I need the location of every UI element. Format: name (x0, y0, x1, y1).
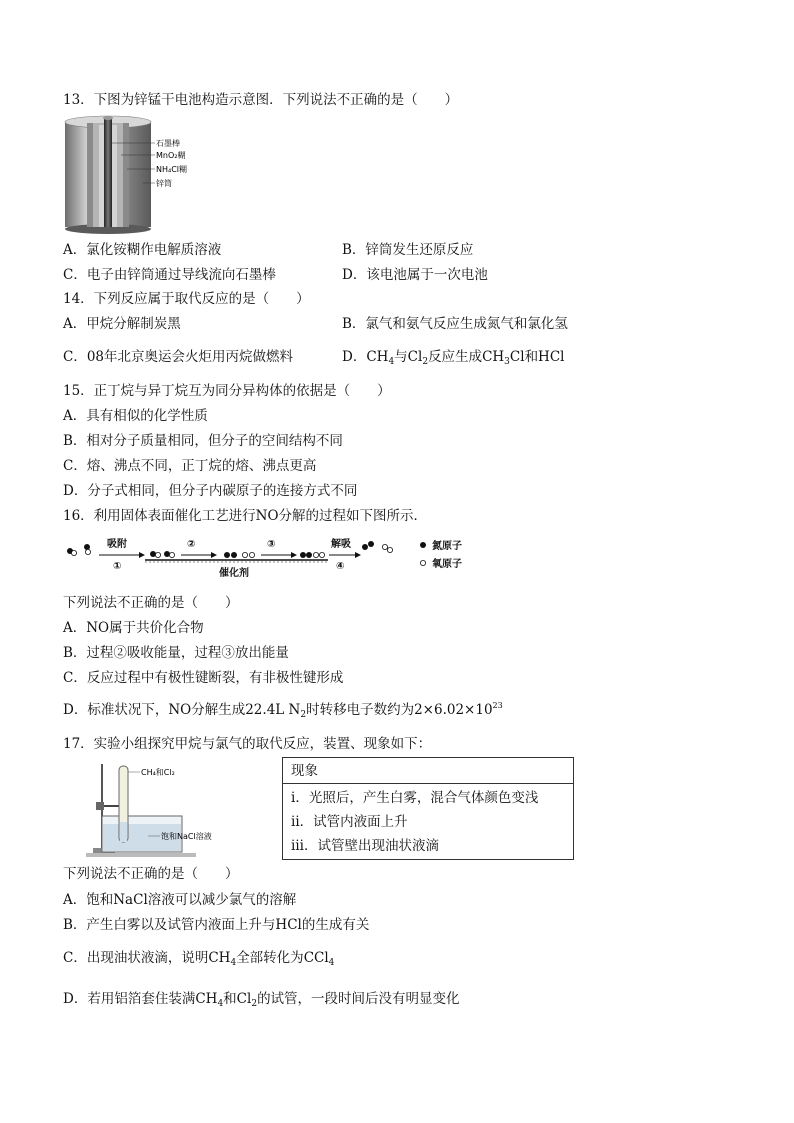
q16-option-c: C．反应过程中有极性键断裂，有非极性键形成 (63, 670, 344, 686)
methane-chlorination-apparatus-figure (84, 762, 214, 858)
q17-option-c: C．出现油状液滴，说明$CH_4$全部转化为CCl$_4$ (63, 950, 335, 968)
legend-nitrogen: 氮原子 (432, 541, 462, 552)
q14-stem: 14．下列反应属于取代反应的是（ ） (63, 291, 310, 307)
label-mno2-paste: MnO₂糊 (156, 151, 186, 160)
q15-option-b: B．相对分子质量相同，但分子的空间结构不同 (63, 433, 343, 449)
legend-oxygen: 氧原子 (432, 559, 462, 570)
q16-ask: 下列说法不正确的是（ ） (63, 595, 239, 611)
phenomena-table (282, 757, 574, 860)
q14-option-d: D．$CH_4$与$Cl_2$反应生成$CH_3Cl$和HCl (342, 349, 565, 367)
label-graphite-rod: 石墨棒 (156, 139, 180, 148)
zinc-manganese-battery-figure (63, 113, 203, 235)
phenomena-row-1: ⅰ．光照后，产生白雾，混合气体颜色变浅 (291, 790, 539, 806)
label-saturated-nacl: 饱和NaCl溶液 (161, 832, 212, 841)
q14-option-c: C．08年北京奥运会火炬用丙烷做燃料 (63, 349, 294, 365)
q15-option-a: A．具有相似的化学性质 (63, 408, 208, 424)
no-decomposition-figure (63, 533, 483, 581)
q17-option-d: D．若用铝箔套住装满$CH_4$和$Cl_2$的试管，一段时间后没有明显变化 (63, 991, 460, 1009)
q14-option-a: A．甲烷分解制炭黑 (63, 316, 181, 332)
q17-option-b: B．产生白雾以及试管内液面上升与HCl的生成有关 (63, 917, 370, 933)
q17-option-a: A．饱和NaCl溶液可以减少氯气的溶解 (63, 892, 297, 908)
q15-option-d: D．分子式相同，但分子内碳原子的连接方式不同 (63, 483, 358, 499)
step1-label: 吸附 (107, 539, 127, 550)
phenomena-table-header: 现象 (283, 758, 573, 784)
label-nh4cl-paste: NH₄Cl糊 (156, 165, 188, 174)
q13-stem: 13．下图为锌锰干电池构造示意图．下列说法不正确的是（ ） (63, 92, 459, 108)
step3-num: ③ (267, 539, 276, 550)
q13-option-a: A．氯化铵糊作电解质溶液 (63, 242, 222, 258)
q16-option-b: B．过程②吸收能量，过程③放出能量 (63, 645, 289, 661)
phenomena-row-2: ⅱ．试管内液面上升 (291, 814, 408, 830)
step4-num: ④ (336, 561, 345, 572)
q13-option-c: C．电子由锌筒通过导线流向石墨棒 (63, 267, 276, 283)
q16-option-d: D．标准状况下，NO分解生成22.4L $N_2$时转移电子数约为$2\times 6.02\times 10^{23}$ (63, 701, 503, 720)
q16-stem: 16．利用固体表面催化工艺进行NO分解的过程如下图所示． (63, 508, 428, 524)
step4-label: 解吸 (331, 539, 351, 550)
q15-stem: 15．正丁烷与异丁烷互为同分异构体的依据是（ ） (63, 383, 391, 399)
q13-option-b: B．锌筒发生还原反应 (342, 242, 474, 258)
q16-option-a: A．NO属于共价化合物 (63, 620, 204, 636)
label-ch4-cl2: CH₄和Cl₂ (141, 768, 175, 777)
q13-option-d: D．该电池属于一次电池 (342, 267, 488, 283)
phenomena-row-3: ⅲ．试管壁出现油状液滴 (291, 838, 439, 854)
step2-num: ② (187, 539, 196, 550)
step1-num: ① (113, 561, 122, 572)
catalyst-label: 催化剂 (219, 568, 249, 579)
q14-option-b: B．氯气和氨气反应生成氮气和氯化氢 (342, 316, 568, 332)
label-zinc-can: 锌筒 (156, 179, 172, 188)
q17-ask: 下列说法不正确的是（ ） (63, 866, 239, 882)
q17-stem: 17．实验小组探究甲烷与氯气的取代反应，装置、现象如下： (63, 736, 432, 752)
q15-option-c: C．熔、沸点不同，正丁烷的熔、沸点更高 (63, 458, 317, 474)
